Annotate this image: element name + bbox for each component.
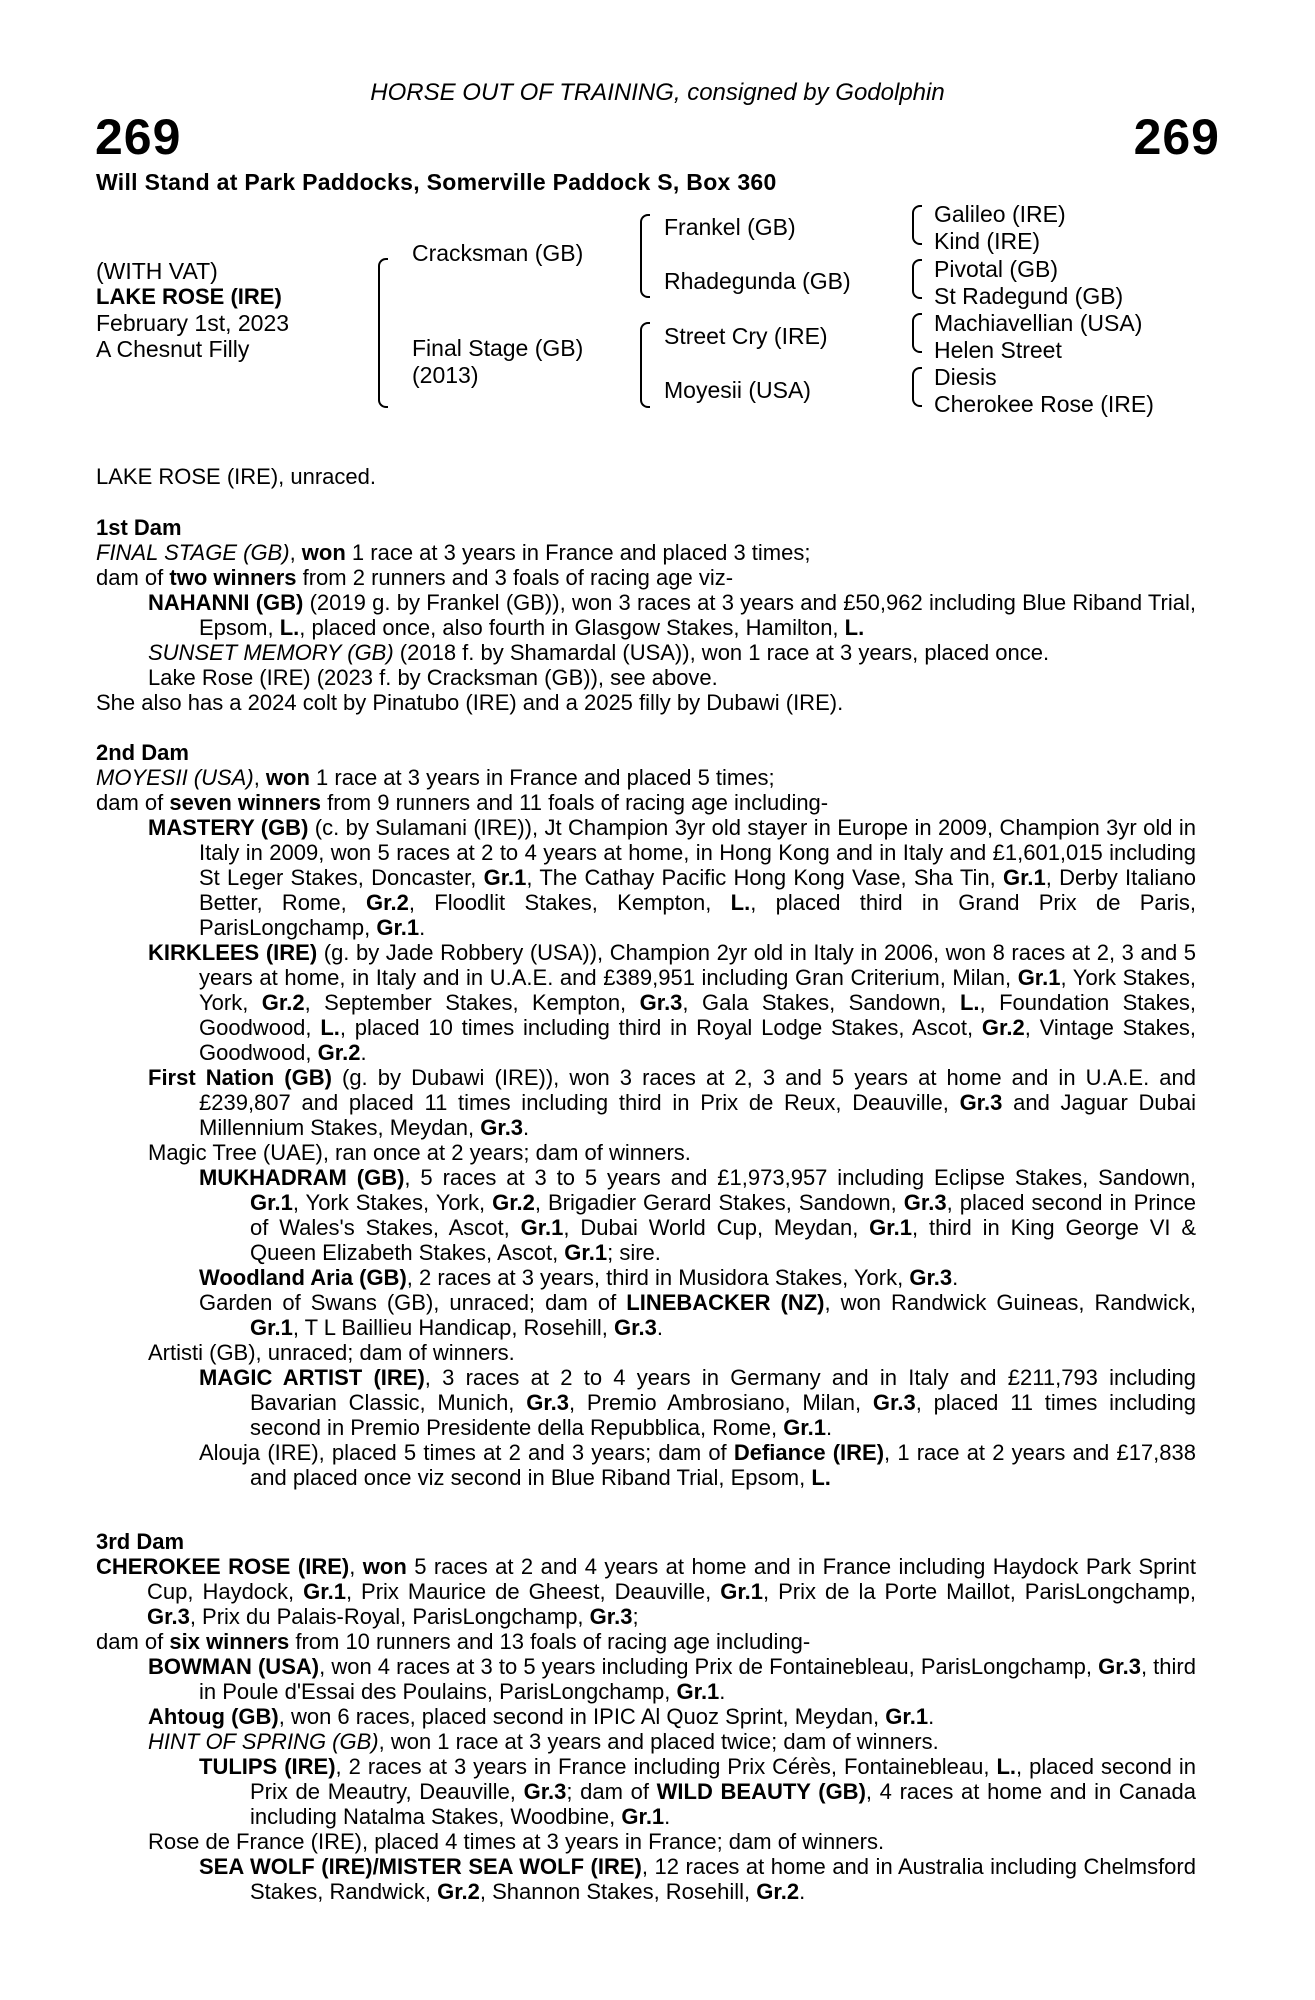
sire-sire-dam: Kind (IRE)	[934, 228, 1041, 254]
dam-year: (2013)	[412, 362, 479, 388]
horse-name: First Nation (GB)	[148, 1065, 332, 1090]
consignment-heading: HORSE OUT OF TRAINING, consigned by Godolphin	[370, 79, 945, 106]
text: Gr.3	[480, 1115, 524, 1140]
text: L.	[996, 1754, 1017, 1779]
produce-entry	[96, 1440, 1196, 1490]
third-dam-section	[96, 1529, 1196, 1904]
text: 1 race at 3 years in France and placed 5 times;	[309, 765, 775, 790]
produce-entry	[96, 1065, 1196, 1140]
text: , Floodlit Stakes, Kempton,	[408, 890, 731, 915]
text: , Shannon Stakes, Rosehill,	[479, 1879, 757, 1904]
text: Gr.3	[909, 1265, 953, 1290]
dam-name: FINAL STAGE (GB)	[96, 540, 290, 565]
text: , placed third in Grand Prix de Paris, ParisLongchamp,	[199, 890, 1196, 940]
horse-name: KIRKLEES (IRE)	[148, 940, 318, 965]
text: Gr.2	[981, 1015, 1025, 1040]
text: Gr.1	[564, 1240, 608, 1265]
text: , Premio Ambrosiano, Milan,	[569, 1390, 873, 1415]
text: ; sire.	[607, 1240, 661, 1265]
dam-record	[96, 765, 1196, 790]
first-dam-section	[96, 515, 1196, 715]
text: , won Randwick Guineas, Randwick,	[824, 1290, 1196, 1315]
horse-name: MUKHADRAM (GB)	[199, 1165, 405, 1190]
text: Gr.1	[1002, 865, 1046, 890]
text: dam of	[96, 1629, 170, 1654]
text: Gr.1	[520, 1215, 564, 1240]
dam-dam-sire: Diesis	[934, 364, 997, 390]
produce-entry: Magic Tree (UAE), ran once at 2 years; dam of winners.	[148, 1140, 691, 1165]
dam-produce-summary	[96, 1629, 1196, 1654]
text: , 5 races at 3 to 5 years and £1,973,957 including Eclipse Stakes, Sandown,	[404, 1165, 1196, 1190]
text: .	[360, 1040, 367, 1065]
text: , Brigadier Gerard Stakes, Sandown,	[534, 1190, 904, 1215]
dam-record	[96, 1554, 1196, 1629]
text: L.	[320, 1015, 340, 1040]
text: , 2 races at 3 years, third in Musidora Stakes, York,	[406, 1265, 910, 1290]
horse-name: SEA WOLF (IRE)/MISTER SEA WOLF (IRE)	[199, 1854, 642, 1879]
text: , placed 10 times including third in Royal Lodge Stakes, Ascot,	[339, 1015, 982, 1040]
text: Gr.3	[872, 1390, 916, 1415]
produce-entry	[96, 1365, 1196, 1440]
text: Gr.1	[1017, 965, 1061, 990]
text: , Dubai World Cup, Meydan,	[563, 1215, 870, 1240]
text: L.	[811, 1465, 831, 1490]
text: seven winners	[169, 790, 322, 815]
section-heading: 3rd Dam	[96, 1529, 185, 1554]
dam-produce-summary	[96, 790, 1196, 815]
text: Gr.2	[756, 1879, 800, 1904]
text: , Prix Maurice de Gheest, Deauville,	[345, 1579, 721, 1604]
text: Gr.2	[492, 1190, 535, 1215]
text: 1 race at 3 years in France and placed 3 times;	[345, 540, 811, 565]
horse-dob: February 1st, 2023	[96, 310, 290, 336]
text: , Foundation Stakes, Goodwood,	[199, 990, 1196, 1040]
produce-entry	[96, 590, 1196, 640]
dam-name: MOYESII (USA)	[96, 765, 254, 790]
dam-produce-summary	[96, 565, 1196, 590]
section-heading: 2nd Dam	[96, 740, 189, 765]
produce-note: She also has a 2024 colt by Pinatubo (IRE) and a 2025 filly by Dubawi (IRE).	[96, 690, 844, 715]
horse-name: HINT OF SPRING (GB)	[148, 1729, 379, 1754]
text: won	[301, 540, 346, 565]
text: , Prix de la Porte Maillot, ParisLongchamp,	[763, 1579, 1196, 1604]
pedigree-bracket	[640, 214, 650, 298]
pedigree-bracket	[912, 313, 922, 353]
text: , September Stakes, Kempton,	[304, 990, 640, 1015]
produce-entry	[96, 1729, 1196, 1754]
text: Gr.3	[523, 1779, 567, 1804]
horse-name: LAKE ROSE (IRE)	[96, 284, 282, 309]
text: .	[664, 1804, 671, 1829]
text: from 2 runners and 3 foals of racing age viz-	[296, 565, 734, 590]
text: , 12 races at home and in Australia including Chelmsford Stakes, Randwick,	[250, 1854, 1196, 1904]
text: , Prix du Palais-Royal, ParisLongchamp,	[189, 1604, 590, 1629]
text: (g. by Dubawi (IRE)), won 3 races at 2, 3 and 5 years at home and in U.A.E. and £239,807 and placed 11 times including third in Prix de Reux, Deauville,	[199, 1065, 1196, 1115]
text: .	[656, 1315, 663, 1340]
text: won	[362, 1554, 407, 1579]
text: L.	[959, 990, 980, 1015]
text: Gr.1	[783, 1415, 826, 1440]
dam-sire: Street Cry (IRE)	[664, 323, 828, 349]
horse-name: TULIPS (IRE)	[199, 1754, 336, 1779]
text: ; dam of	[566, 1779, 657, 1804]
text: Gr.1	[621, 1804, 665, 1829]
produce-entry	[96, 1754, 1196, 1829]
text: , won 6 races, placed second in IPIC Al Quoz Sprint, Meydan,	[278, 1704, 886, 1729]
pedigree-bracket	[912, 367, 922, 407]
text: 5 races at 2 and 4 years at home and in France including Haydock Park Sprint Cup, Haydock,	[147, 1554, 1196, 1604]
text: Gr.1	[720, 1579, 764, 1604]
sire-dam: Rhadegunda (GB)	[664, 268, 851, 294]
text: from 10 runners and 13 foals of racing age including-	[289, 1629, 811, 1654]
section-heading: 1st Dam	[96, 515, 182, 540]
text: Gr.1	[885, 1704, 929, 1729]
text: Gr.3	[147, 1604, 190, 1629]
text: from 9 runners and 11 foals of racing age including-	[321, 790, 829, 815]
text: Gr.3	[639, 990, 683, 1015]
text: ,	[349, 1554, 363, 1579]
text: Gr.1	[303, 1579, 346, 1604]
text: .	[928, 1704, 935, 1729]
produce-entry	[96, 1654, 1196, 1704]
pedigree-bracket	[912, 259, 922, 299]
produce-entry	[96, 1265, 1196, 1290]
text: Gr.3	[903, 1190, 947, 1215]
text: Gr.2	[437, 1879, 480, 1904]
text: , placed second in Prix de Meautry, Deauville,	[250, 1754, 1196, 1804]
produce-entry: Rose de France (IRE), placed 4 times at 3 years in France; dam of winners.	[148, 1829, 885, 1854]
horse-description: A Chesnut Filly	[96, 336, 250, 362]
text: Gr.1	[376, 915, 420, 940]
lot-number-left: 269	[95, 109, 182, 165]
horse-name: LINEBACKER (NZ)	[626, 1290, 825, 1315]
text: .	[523, 1115, 530, 1140]
horse-name: NAHANNI (GB)	[148, 590, 304, 615]
text: Gr.2	[261, 990, 305, 1015]
text: Gr.3	[959, 1090, 1003, 1115]
produce-entry	[96, 1165, 1196, 1265]
produce-entry	[96, 1290, 1196, 1340]
dam-sire-sire: Machiavellian (USA)	[934, 310, 1143, 336]
produce-entry	[96, 940, 1196, 1065]
text: Gr.3	[526, 1390, 570, 1415]
text: Gr.2	[317, 1040, 361, 1065]
text: .	[419, 915, 426, 940]
horse-name: Ahtoug (GB)	[148, 1704, 279, 1729]
text: , third in Poule d'Essai des Poulains, ParisLongchamp,	[199, 1654, 1196, 1704]
horse-name: Woodland Aria (GB)	[199, 1265, 407, 1290]
text: dam of	[96, 790, 170, 815]
text: (2018 f. by Shamardal (USA)), won 1 race at 3 years, placed once.	[393, 640, 1050, 665]
text: , placed 11 times including second in Premio Presidente della Repubblica, Rome,	[250, 1390, 1196, 1440]
text: , won 1 race at 3 years and placed twice; dam of winners.	[378, 1729, 939, 1754]
sire: Cracksman (GB)	[412, 240, 584, 266]
text: L.	[279, 615, 300, 640]
horse-name: MASTERY (GB)	[148, 815, 309, 840]
text: , T L Baillieu Handicap, Rosehill,	[292, 1315, 615, 1340]
text: (c. by Sulamani (IRE)), Jt Champion 3yr old stayer in Europe in 2009, Champion 3yr old in Italy in 2009, won 5 races at 2 to 4 years at home, in Hong Kong and in Italy and £1,601,015 including St Leger Stakes, Doncaster,	[199, 815, 1196, 890]
sire-sire: Frankel (GB)	[664, 214, 796, 240]
text: (2019 g. by Frankel (GB)), won 3 races at 3 years and £50,962 including Blue Riband Trial, Epsom,	[199, 590, 1196, 640]
text: , 1 race at 2 years and £17,838 and placed once viz second in Blue Riband Trial, Epsom,	[250, 1440, 1196, 1490]
lot-number-right: 269	[1133, 109, 1220, 165]
text: , won 4 races at 3 to 5 years including Prix de Fontainebleau, ParisLongchamp,	[319, 1654, 1099, 1679]
text: , 4 races at home and in Canada including Natalma Stakes, Woodbine,	[250, 1779, 1196, 1829]
text: Alouja (IRE), placed 5 times at 2 and 3 years; dam of	[199, 1440, 734, 1465]
text: , placed second in Prince of Wales's Stakes, Ascot,	[250, 1190, 1196, 1240]
text: Gr.1	[250, 1315, 293, 1340]
horse-name: Defiance (IRE)	[733, 1440, 885, 1465]
text: Gr.3	[589, 1604, 633, 1629]
pedigree-bracket	[912, 205, 922, 245]
text: six winners	[169, 1629, 290, 1654]
dam-sire-dam: Helen Street	[934, 337, 1062, 363]
text: , Vintage Stakes, Goodwood,	[199, 1015, 1196, 1065]
text: two winners	[169, 565, 297, 590]
text: , Derby Italiano Better, Rome,	[199, 865, 1196, 915]
text: , The Cathay Pacific Hong Kong Vase, Sha Tin,	[526, 865, 1003, 890]
text: ;	[632, 1604, 639, 1629]
text: .	[799, 1879, 806, 1904]
produce-entry: Lake Rose (IRE) (2023 f. by Cracksman (GB)), see above.	[148, 665, 718, 690]
sire-dam-sire: Pivotal (GB)	[934, 256, 1058, 282]
pedigree-bracket	[378, 258, 388, 408]
text: , Gala Stakes, Sandown,	[682, 990, 960, 1015]
dam: Final Stage (GB)	[412, 335, 584, 361]
text: L.	[730, 890, 751, 915]
horse-name: BOWMAN (USA)	[148, 1654, 320, 1679]
text: (g. by Jade Robbery (USA)), Champion 2yr old in Italy in 2006, won 8 races at 2, 3 and 5 years at home, in Italy and in U.A.E. and £389,951 including Gran Criterium, Milan,	[199, 940, 1196, 990]
text: Gr.3	[1098, 1654, 1141, 1679]
produce-entry	[96, 640, 1196, 665]
text: ,	[289, 540, 302, 565]
text: and Jaguar Dubai Millennium Stakes, Meydan,	[199, 1090, 1196, 1140]
text: , York Stakes, York,	[292, 1190, 493, 1215]
text: ,	[253, 765, 266, 790]
sire-sire-sire: Galileo (IRE)	[934, 201, 1066, 227]
dam-dam: Moyesii (USA)	[664, 377, 811, 403]
produce-entry	[96, 1704, 1196, 1729]
text: , 2 races at 3 years in France including Prix Cérès, Fontainebleau,	[335, 1754, 997, 1779]
second-dam-section	[96, 740, 1196, 1490]
race-summary: LAKE ROSE (IRE), unraced.	[96, 464, 376, 489]
stand-location: Will Stand at Park Paddocks, Somerville Paddock S, Box 360	[96, 169, 777, 195]
vat-note: (WITH VAT)	[96, 258, 218, 284]
sire-dam-dam: St Radegund (GB)	[934, 283, 1124, 309]
dam-record	[96, 540, 1196, 565]
text: , 3 races at 2 to 4 years in Germany and in Italy and £211,793 including Bavarian Classic, Munich,	[250, 1365, 1196, 1415]
text: .	[952, 1265, 959, 1290]
produce-entry	[96, 1854, 1196, 1904]
dam-dam-dam: Cherokee Rose (IRE)	[934, 391, 1154, 417]
horse-name: MAGIC ARTIST (IRE)	[199, 1365, 425, 1390]
text: .	[826, 1415, 833, 1440]
produce-entry	[96, 815, 1196, 940]
text: , placed once, also fourth in Glasgow Stakes, Hamilton,	[299, 615, 845, 640]
text: dam of	[96, 565, 170, 590]
dam-name: CHEROKEE ROSE (IRE)	[96, 1554, 350, 1579]
text: Gr.1	[869, 1215, 912, 1240]
text: Garden of Swans (GB), unraced; dam of	[199, 1290, 627, 1315]
text: Gr.1	[483, 865, 527, 890]
text: Gr.1	[676, 1679, 720, 1704]
text: Gr.2	[366, 890, 409, 915]
text: won	[265, 765, 310, 790]
text: L.	[844, 615, 865, 640]
horse-name: SUNSET MEMORY (GB)	[148, 640, 394, 665]
text: Gr.1	[250, 1190, 293, 1215]
pedigree-bracket	[640, 322, 650, 408]
horse-name: WILD BEAUTY (GB)	[656, 1779, 866, 1804]
text: , third in King George VI & Queen Elizabeth Stakes, Ascot,	[250, 1215, 1197, 1265]
text: .	[719, 1679, 726, 1704]
text: Gr.3	[614, 1315, 657, 1340]
text: , York Stakes, York,	[199, 965, 1196, 1015]
produce-entry: Artisti (GB), unraced; dam of winners.	[148, 1340, 515, 1365]
